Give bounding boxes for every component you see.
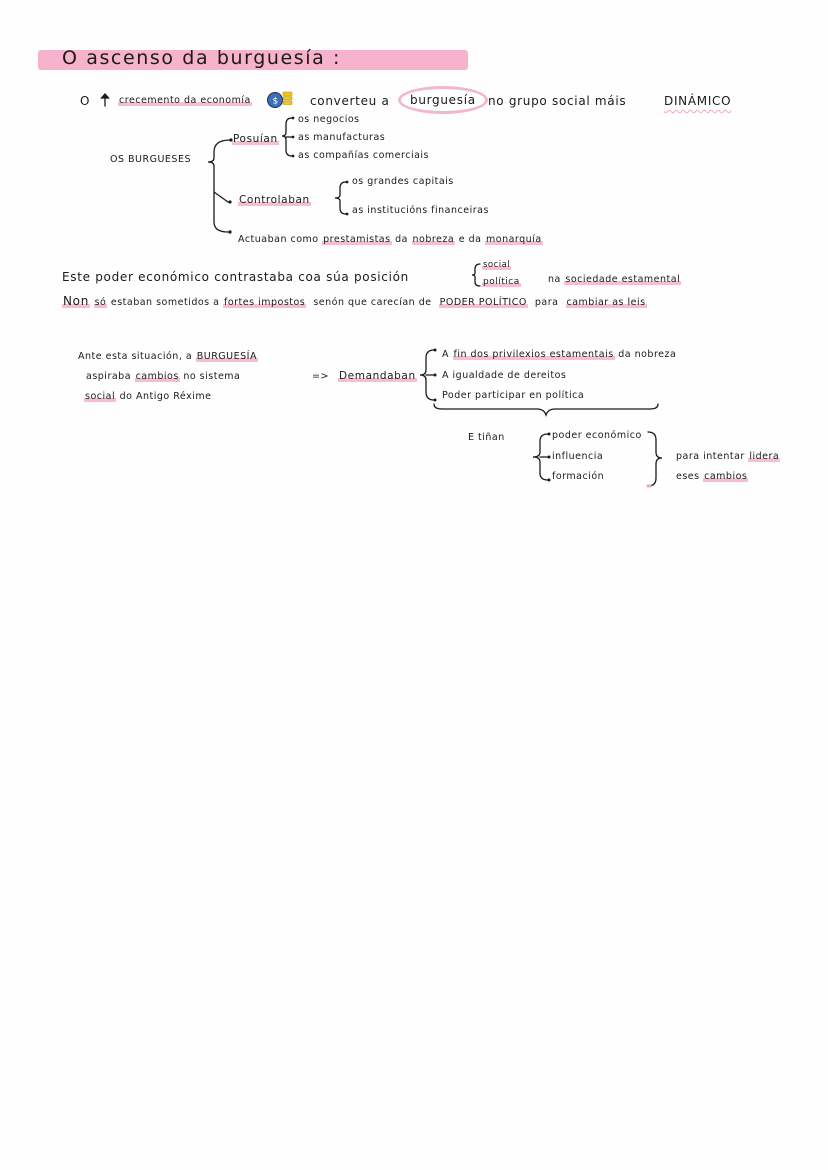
purpose-text: eses: [676, 471, 700, 482]
contrast-line1-post: [548, 274, 681, 285]
social-hl: social: [85, 391, 116, 402]
burgueses-label: OS BURGUESES: [110, 154, 191, 165]
implies-arrow: =>: [312, 371, 329, 382]
purpose-line-1: [676, 451, 780, 462]
contrast-text: para: [534, 297, 559, 308]
tinan-item: formación: [552, 471, 605, 482]
tinan-item: influencia: [552, 451, 604, 462]
privilexios-hl: fin dos privilexios estamentais: [453, 349, 614, 360]
page-title: O ascenso da burguesía :: [62, 47, 342, 69]
burgueses-brace: [200, 130, 240, 240]
poder-politico-hl: PODER POLÍTICO: [439, 297, 527, 308]
dinamico-emphasis: DINÁMICO: [664, 94, 732, 108]
position-brace: [470, 262, 482, 288]
cambios-hl: cambios: [135, 371, 179, 382]
sociedade-estamental-hl: sociedade estamental: [565, 274, 681, 285]
bullet: O: [80, 94, 91, 108]
demand-item: [442, 370, 566, 381]
fortes-impostos-hl: fortes impostos: [223, 297, 306, 308]
demand-post: Poder participar en política: [442, 390, 585, 401]
cambios-hl: cambios: [704, 471, 748, 482]
burguesia-hl: BURGUESÍA: [196, 351, 257, 362]
monarquia-hl: monarquía: [486, 234, 542, 245]
demand-pre: A: [442, 349, 449, 360]
situacion-line-3: [84, 391, 211, 402]
purpose-line-2: [676, 471, 748, 482]
situacion-text: no sistema: [183, 371, 241, 382]
situacion-line-1: [78, 351, 258, 362]
actuaban-line: [238, 234, 543, 245]
posuian-item: as manufacturas: [298, 132, 386, 143]
tinan-brace: [528, 430, 552, 484]
cambiar-leis-hl: cambiar as leis: [566, 297, 646, 308]
so-hl: só: [94, 297, 107, 308]
svg-text:$: $: [272, 96, 279, 107]
contrast-text: senón que carecían de: [313, 297, 432, 308]
demand-pre: A: [442, 370, 449, 381]
contrast-line-2: [62, 294, 647, 308]
controlaban-item: os grandes capitais: [352, 176, 454, 187]
tinan-closing-brace: [644, 428, 670, 492]
non-hl: Non: [63, 294, 90, 308]
liderar-hl: lidera: [749, 451, 780, 462]
posuian-item: as compañías comerciais: [298, 150, 429, 161]
demandaban-verb: Demandaban: [339, 370, 416, 382]
nobreza-hl: nobreza: [412, 234, 455, 245]
controlaban-brace: [332, 178, 350, 218]
prestamistas-hl: prestamistas: [323, 234, 391, 245]
intro-text-1: converteu a: [310, 94, 390, 108]
demands-underbrace: [432, 402, 662, 418]
tinan-label: E tiñan: [468, 432, 505, 443]
contrast-pre: Este poder económico contrastaba coa súa posición: [62, 270, 409, 284]
posuian-brace: [280, 114, 296, 160]
demand-item: [442, 390, 584, 401]
demand-post: igualdade de dereitos: [452, 370, 567, 381]
coins-icon: [266, 88, 296, 110]
controlaban-item: as institucións financeiras: [352, 205, 489, 216]
actuaban-pre: Actuaban como: [238, 234, 319, 245]
cause-text: crecemento da economía: [119, 95, 251, 106]
intro-text-2: no grupo social máis: [488, 94, 627, 108]
situacion-text: do Antigo Réxime: [119, 391, 212, 402]
situacion-line-2: [86, 371, 240, 382]
controlaban-verb: Controlaban: [239, 194, 310, 206]
purpose-text: para intentar: [676, 451, 745, 462]
up-arrow-icon: [100, 93, 110, 107]
tinan-item: poder económico: [552, 430, 642, 441]
posuian-verb: Posuían: [233, 133, 278, 145]
situacion-text: Ante esta situación, a: [78, 351, 193, 362]
contrast-line-1: [62, 270, 409, 284]
contrast-text: estaban sometidos a: [110, 297, 220, 308]
demand-post: da nobreza: [618, 349, 677, 360]
burguesia-circled: burguesía: [398, 86, 488, 114]
actuaban-mid: e da: [458, 234, 482, 245]
posuian-item: os negocios: [298, 114, 360, 125]
position-politica: política: [483, 277, 520, 287]
contrast-na: na: [548, 274, 561, 285]
actuaban-mid: da: [395, 234, 408, 245]
situacion-text: aspiraba: [86, 371, 132, 382]
demand-item: [442, 349, 676, 360]
position-social: social: [483, 260, 511, 270]
demandas-brace: [416, 346, 438, 404]
